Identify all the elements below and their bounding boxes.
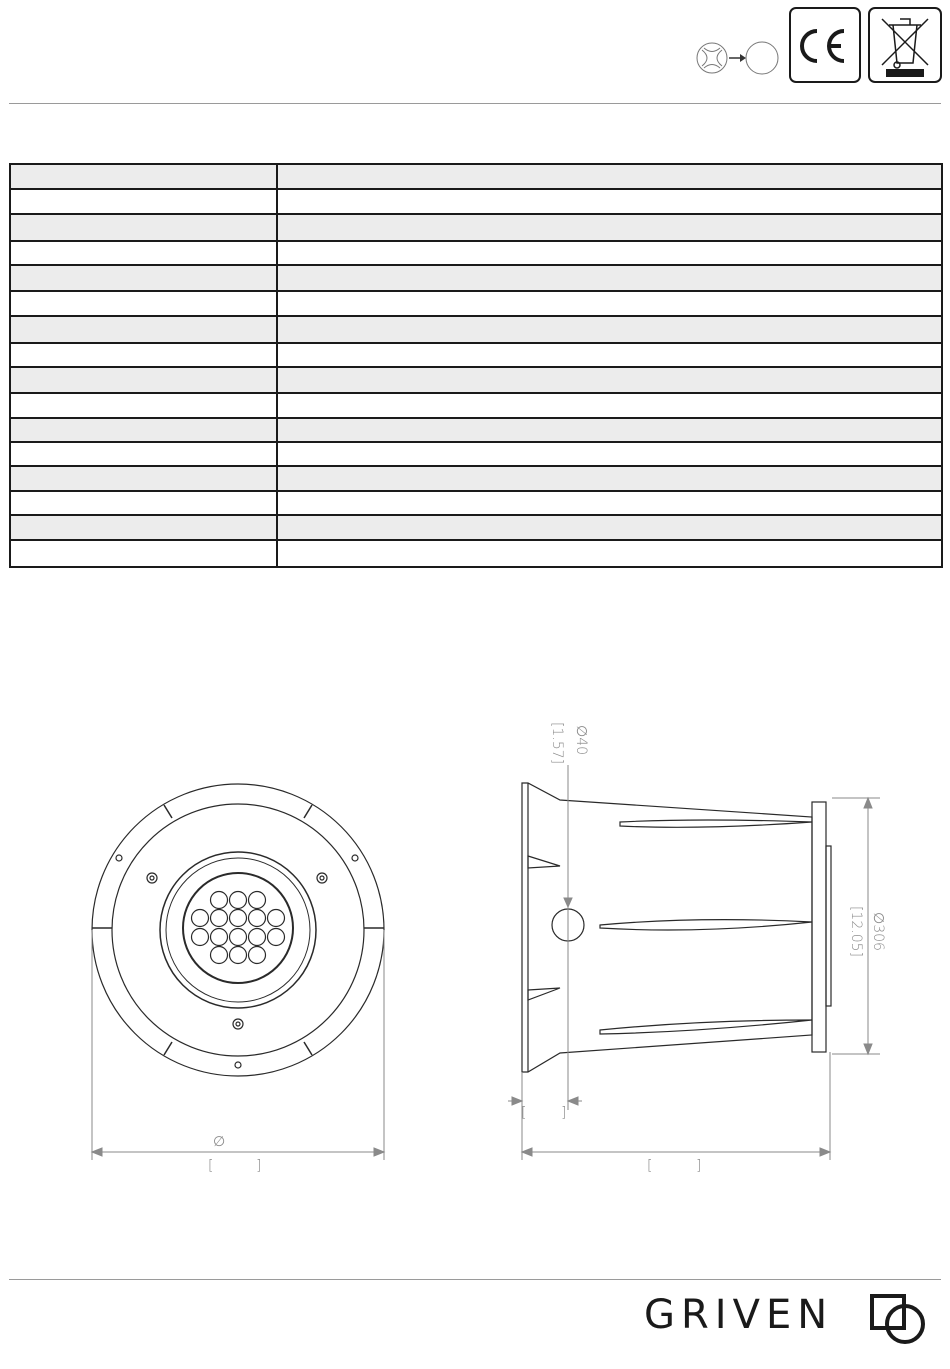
led-lens xyxy=(249,947,266,964)
led-lens xyxy=(230,947,247,964)
spec-label xyxy=(10,491,277,515)
front-screws xyxy=(116,855,358,1068)
hole-diameter-inches: [1.57] xyxy=(549,722,565,765)
led-lens xyxy=(249,910,266,927)
front-bracket-open: [ xyxy=(208,1158,214,1174)
spec-label xyxy=(10,466,277,491)
spec-row xyxy=(10,343,942,367)
side-length-bracket-open: [ xyxy=(647,1158,653,1174)
spec-row xyxy=(10,466,942,491)
led-lens xyxy=(230,892,247,909)
brand-name: GRIVEN xyxy=(644,1292,834,1338)
certification-icons xyxy=(690,5,945,85)
hole-diameter-label: ∅40 xyxy=(573,725,589,756)
front-ring-notches xyxy=(92,805,384,1055)
spec-value xyxy=(277,291,942,316)
ce-mark-icon xyxy=(790,8,860,82)
spec-label xyxy=(10,316,277,343)
spec-label xyxy=(10,515,277,540)
spec-label xyxy=(10,393,277,418)
spec-row xyxy=(10,189,942,214)
led-lens xyxy=(268,910,285,927)
side-length-bracket-close: ] xyxy=(696,1158,702,1174)
spec-row xyxy=(10,164,942,189)
front-diameter-symbol: ∅ xyxy=(213,1134,226,1150)
led-lens xyxy=(211,910,228,927)
spec-value xyxy=(277,189,942,214)
weee-bin-icon xyxy=(869,8,941,82)
spec-value xyxy=(277,491,942,515)
footer-divider xyxy=(9,1279,941,1280)
spec-row xyxy=(10,316,942,343)
spec-label xyxy=(10,442,277,466)
spec-value xyxy=(277,418,942,442)
led-lens xyxy=(230,910,247,927)
front-outer-ring xyxy=(92,784,384,1076)
front-bracket-close: ] xyxy=(256,1158,262,1174)
spec-row xyxy=(10,393,942,418)
spec-value xyxy=(277,367,942,393)
spec-row xyxy=(10,241,942,265)
spec-row xyxy=(10,291,942,316)
led-lens xyxy=(192,929,209,946)
spec-label xyxy=(10,540,277,567)
spec-label xyxy=(10,189,277,214)
spec-value xyxy=(277,515,942,540)
technical-drawing xyxy=(0,690,950,1210)
brand-logo xyxy=(640,1288,940,1348)
side-flange xyxy=(812,802,826,1052)
led-lens xyxy=(211,929,228,946)
side-fins xyxy=(528,820,812,1034)
lamp-replacement-icon xyxy=(697,42,778,74)
side-rim-bracket-open: [ xyxy=(521,1105,527,1121)
spec-label xyxy=(10,367,277,393)
spec-label xyxy=(10,241,277,265)
spec-label xyxy=(10,418,277,442)
spec-row xyxy=(10,540,942,567)
spec-label xyxy=(10,265,277,291)
header-divider xyxy=(9,103,941,104)
led-lens xyxy=(211,947,228,964)
spec-row xyxy=(10,442,942,466)
spec-value xyxy=(277,466,942,491)
spec-value xyxy=(277,214,942,241)
spec-value xyxy=(277,393,942,418)
led-lens xyxy=(268,929,285,946)
led-lens xyxy=(249,929,266,946)
dimension-lines xyxy=(92,765,880,1160)
spec-row xyxy=(10,515,942,540)
led-lens xyxy=(192,910,209,927)
spec-value xyxy=(277,164,942,189)
spec-label xyxy=(10,291,277,316)
spec-value xyxy=(277,343,942,367)
spec-value xyxy=(277,540,942,567)
spec-label xyxy=(10,343,277,367)
spec-row xyxy=(10,418,942,442)
dimension-labels xyxy=(208,722,886,1174)
spec-row xyxy=(10,491,942,515)
spec-value xyxy=(277,265,942,291)
spec-value xyxy=(277,316,942,343)
spec-label xyxy=(10,214,277,241)
led-lens xyxy=(230,929,247,946)
spec-label xyxy=(10,164,277,189)
spec-table xyxy=(9,163,943,568)
spec-row xyxy=(10,265,942,291)
front-inner-ring xyxy=(112,804,364,1056)
led-lens xyxy=(211,892,228,909)
side-rim-bracket-close: ] xyxy=(561,1105,567,1121)
spec-row xyxy=(10,367,942,393)
led-lens xyxy=(249,892,266,909)
side-body-outline xyxy=(522,783,812,1072)
flange-diameter-inches: [12.05] xyxy=(848,906,864,958)
flange-diameter-label: ∅306 xyxy=(870,912,886,951)
front-led-array xyxy=(192,892,285,964)
spec-value xyxy=(277,442,942,466)
spec-value xyxy=(277,241,942,265)
front-view xyxy=(92,784,384,1076)
griven-logo-icon xyxy=(868,1290,928,1346)
spec-row xyxy=(10,214,942,241)
